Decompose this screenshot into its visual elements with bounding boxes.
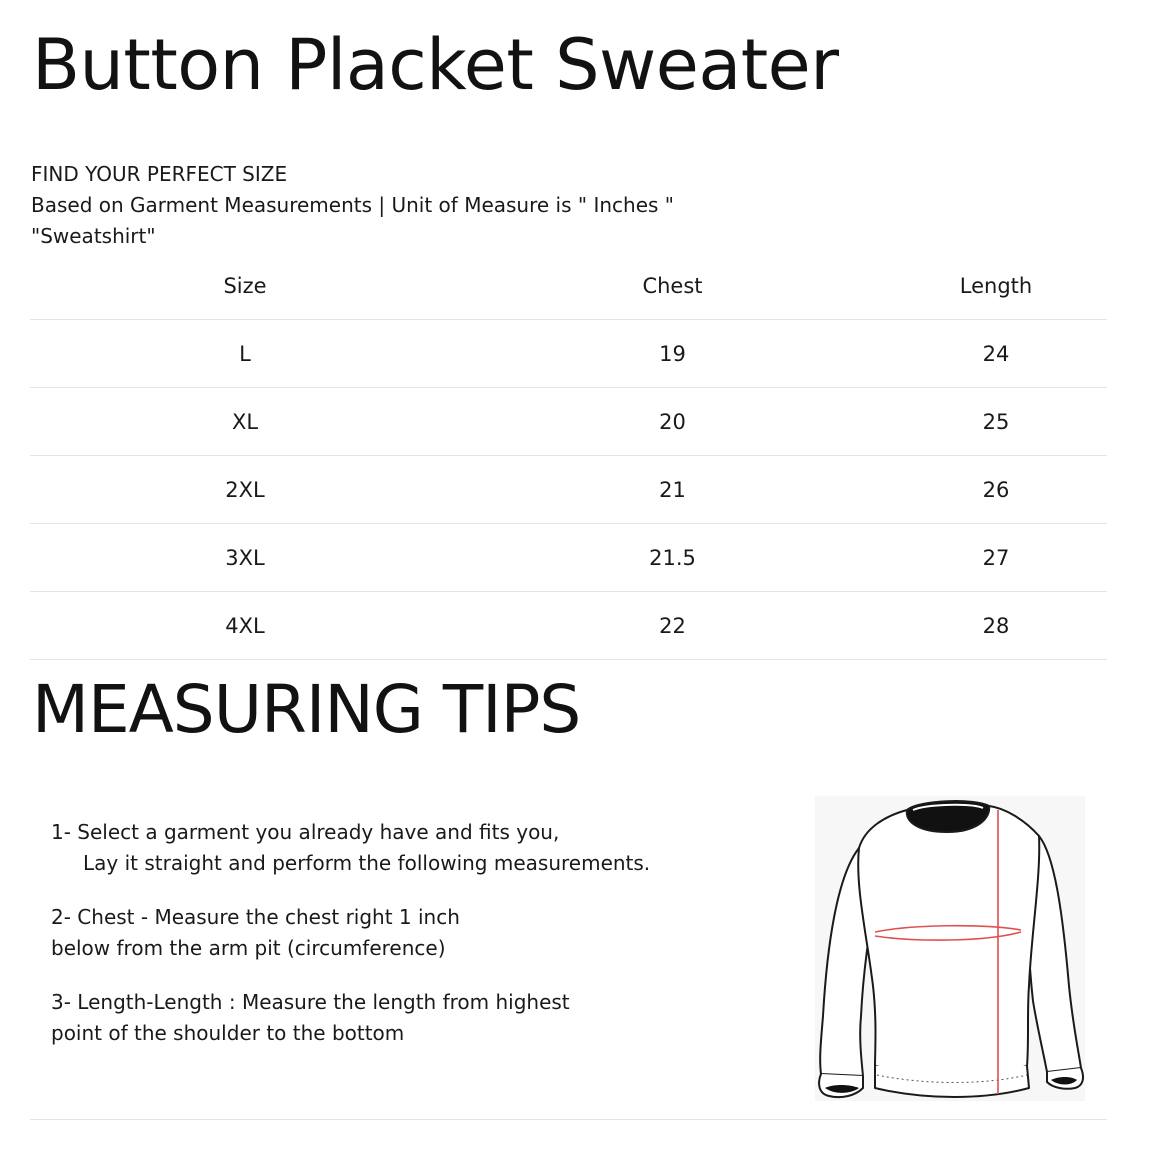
table-row: [30, 524, 1107, 592]
sweatshirt-measurement-diagram-icon: [815, 796, 1085, 1101]
table-row: [30, 592, 1107, 660]
tip-text: 1- Select a garment you already have and fits you,: [51, 820, 560, 844]
tip-text: Lay it straight and perform the following measurements.: [83, 851, 651, 875]
cell-size: XL: [30, 388, 460, 456]
cell-chest: 22: [460, 592, 885, 660]
garment-type-label: "Sweatshirt": [31, 224, 156, 248]
header-chest: Chest: [460, 253, 885, 320]
tip-item: [51, 902, 771, 964]
size-guide-heading: FIND YOUR PERFECT SIZE: [31, 162, 288, 186]
cell-length: 27: [885, 524, 1107, 592]
tip-text: below from the arm pit (circumference): [51, 936, 446, 960]
cell-length: 25: [885, 388, 1107, 456]
tip-text: point of the shoulder to the bottom: [51, 1021, 405, 1045]
cell-chest: 19: [460, 320, 885, 388]
divider: [30, 1119, 1107, 1120]
tip-item: [51, 817, 771, 879]
table-row: [30, 388, 1107, 456]
tip-text: 3- Length-Length : Measure the length from highest: [51, 990, 570, 1014]
tip-item: [51, 987, 771, 1049]
cell-size: L: [30, 320, 460, 388]
cell-chest: 20: [460, 388, 885, 456]
size-guide-intro: [31, 159, 674, 252]
cell-chest: 21: [460, 456, 885, 524]
cell-length: 28: [885, 592, 1107, 660]
cell-size: 4XL: [30, 592, 460, 660]
cell-size: 3XL: [30, 524, 460, 592]
page-title: Button Placket Sweater: [32, 24, 839, 106]
measuring-tips-title: MEASURING TIPS: [32, 671, 581, 748]
unit-of-measure-note: Based on Garment Measurements | Unit of Measure is " Inches ": [31, 193, 674, 217]
header-length: Length: [885, 253, 1107, 320]
cell-size: 2XL: [30, 456, 460, 524]
header-size: Size: [30, 253, 460, 320]
tip-text: 2- Chest - Measure the chest right 1 inch: [51, 905, 460, 929]
measuring-tips-list: [51, 817, 771, 1072]
cell-length: 26: [885, 456, 1107, 524]
table-row: [30, 320, 1107, 388]
size-chart-table: [30, 253, 1107, 660]
table-row: [30, 456, 1107, 524]
cell-chest: 21.5: [460, 524, 885, 592]
table-header-row: [30, 253, 1107, 320]
cell-length: 24: [885, 320, 1107, 388]
